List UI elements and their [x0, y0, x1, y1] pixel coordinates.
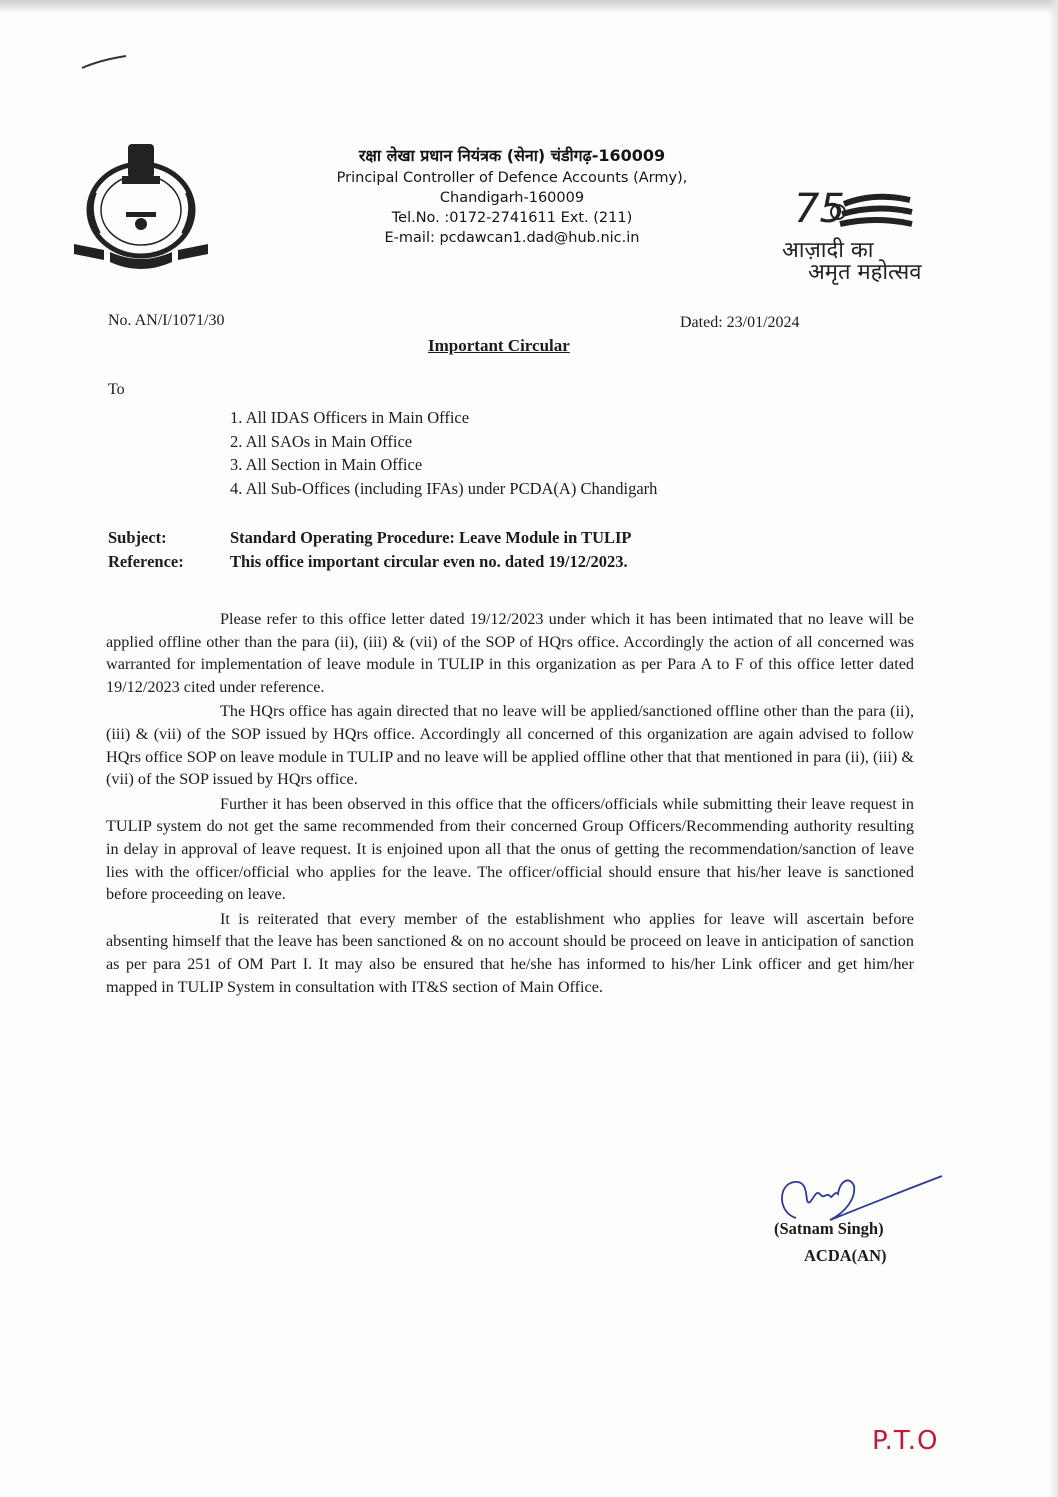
signatory-name: (Satnam Singh)	[774, 1219, 884, 1238]
signatory-designation: ACDA(AN)	[804, 1246, 887, 1265]
azadi-75-graphic	[774, 182, 946, 242]
office-telephone: Tel.No. :0172-2741611 Ext. (211)	[391, 210, 633, 226]
body-paragraph: Further it has been observed in this office that the officers/officials while submitting their leave request in TULIP system do not get the same recommended from their concerned Group Officers/Recommending authority resulting in delay in approval of leave request. It is enjoined upon all that the onus of getting the recommendation/sanction of leave lies with the officer/official who applies for the leave. The officer/official should ensure that his/her leave is sanctioned before proceeding on leave.	[106, 794, 914, 904]
scan-shadow-top	[0, 0, 1058, 14]
circular-date: Dated: 23/01/2024	[680, 314, 800, 331]
recipient-list	[230, 406, 657, 500]
office-name: Principal Controller of Defence Accounts (Army),	[336, 170, 688, 186]
pto-mark: P.T.O	[872, 1426, 939, 1456]
reference-label: Reference:	[108, 552, 184, 571]
scan-shadow-right	[1048, 0, 1058, 1497]
recipient-item: 1. All IDAS Officers in Main Office	[230, 408, 470, 427]
subject-label: Subject:	[108, 528, 167, 547]
recipient-item: 3. All Section in Main Office	[230, 455, 423, 474]
azadi-ka-amrit-mahotsav-logo-icon	[774, 182, 946, 290]
to-label: To	[108, 381, 125, 398]
recipient-item: 4. All Sub-Offices (including IFAs) under PCDA(A) Chandigarh	[230, 478, 658, 498]
azadi-line-1: आज़ादी का	[782, 238, 874, 263]
office-email: E-mail: pcdawcan1.dad@hub.nic.in	[384, 230, 640, 246]
svg-text:75: 75	[794, 186, 845, 232]
body-paragraph: The HQrs office has again directed that no leave will be applied/sanctioned offline other than the para (ii), (iii) & (vii) of the SOP issued by HQrs office. Accordingly all concerned of this organization are again advised to follow HQrs office SOP on leave module in TULIP and no leave will be applied offline other that that mentioned in para (ii), (iii) & (vii) of the SOP issued by HQrs office.	[106, 702, 914, 789]
recipient-item: 2. All SAOs in Main Office	[230, 431, 413, 451]
defence-accounts-emblem-icon	[66, 132, 216, 272]
reference-text: This office important circular even no. dated 19/12/2023.	[230, 552, 628, 571]
hindi-office-title: रक्षा लेखा प्रधान नियंत्रक (सेना) चंडीगढ़-160009	[358, 146, 666, 165]
reference-number: No. AN/I/1071/30	[108, 312, 225, 329]
circular-title: Important Circular	[428, 336, 570, 355]
body-paragraph: It is reiterated that every member of the establishment who applies for leave will ascertain before absenting himself that the leave has been sanctioned & on no account should be proceed on leave in anticipation of sanction as per para 251 of OM Part I. It may also be ensured that he/she has informed to his/her Link officer and get him/her mapped in TULIP System in consultation with IT&S section of Main Office.	[106, 909, 914, 996]
subject-text: Standard Operating Procedure: Leave Module in TULIP	[230, 528, 632, 547]
pen-mark	[80, 52, 130, 72]
subject-block	[108, 526, 632, 574]
body-paragraph: Please refer to this office letter dated 19/12/2023 under which it has been intimated that no leave will be applied offline other than the para (ii), (iii) & (vii) of the SOP of HQrs office. Accordingly the action of all concerned was warranted for implementation of leave module in TULIP in this organization as per Para A to F of this office letter dated 19/12/2023 cited under reference.	[106, 610, 914, 696]
office-header	[262, 146, 762, 248]
circular-body	[106, 608, 914, 1000]
azadi-line-2: अमृत महोत्सव	[808, 260, 922, 285]
office-city: Chandigarh-160009	[439, 190, 585, 206]
